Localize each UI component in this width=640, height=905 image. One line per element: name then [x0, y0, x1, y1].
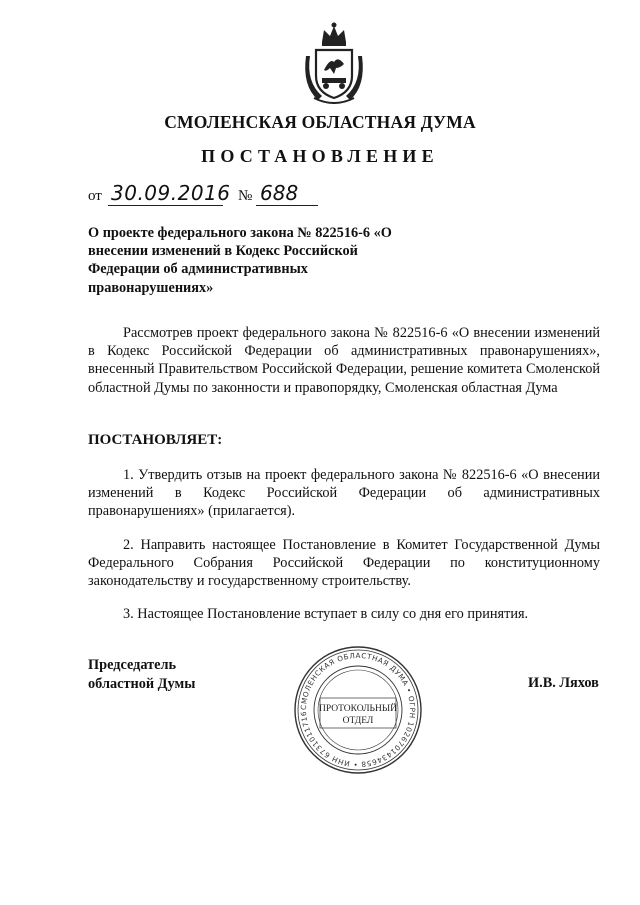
handwritten-number: 688 [256, 181, 318, 206]
resolve-heading: ПОСТАНОВЛЯЕТ: [88, 432, 223, 448]
stamp-center-line: ПРОТОКОЛЬНЫЙ [318, 704, 398, 714]
from-label: от [88, 188, 102, 204]
resolution-item: 2. Направить настоящее Постановление в Комитет Государственной Думы Федерального Собрания Российской Федерации по конституционному законодательству и государственному строительству. [88, 537, 600, 590]
stamp-ring-text: СМОЛЕНСКАЯ ОБЛАСТНАЯ ДУМА • ОГРН 1026701434658 • ИНН 6731011716 [298, 650, 418, 770]
document-type-title: ПОСТАНОВЛЕНИЕ [201, 146, 439, 166]
handwritten-date: 30.09.2016 [108, 181, 223, 206]
signer-position [88, 656, 195, 694]
signer-position-line: областной Думы [88, 676, 196, 692]
preamble-paragraph: Рассмотрев проект федерального закона № 822516-6 «О внесении изменений в Кодекс Российской Федерации об административных правонарушениях», внесенный Правительством Российской Федерации, решение комитета Смоленской областной Думы по законности и правопорядку, Смоленская областная Дума [88, 325, 600, 396]
organization-title: СМОЛЕНСКАЯ ОБЛАСТНАЯ ДУМА [164, 112, 476, 132]
number-label: № [238, 188, 253, 204]
signer-name: И.В. Ляхов [528, 675, 599, 691]
coat-of-arms-icon [300, 22, 368, 104]
resolution-item: 1. Утвердить отзыв на проект федерального закона № 822516-6 «О внесении изменений в Кодекс Российской Федерации об административных правонарушениях» (прилагается). [88, 467, 600, 520]
official-stamp [292, 644, 424, 776]
resolution-item: 3. Настоящее Постановление вступает в силу со дня его принятия. [123, 606, 529, 622]
signer-position-line: Председатель [88, 657, 177, 673]
stamp-center-line: ОТДЕЛ [342, 716, 374, 726]
document-subject: О проекте федерального закона № 822516-6 «О внесении изменений в Кодекс Российской Федерации об административных правонарушениях» [88, 225, 392, 296]
